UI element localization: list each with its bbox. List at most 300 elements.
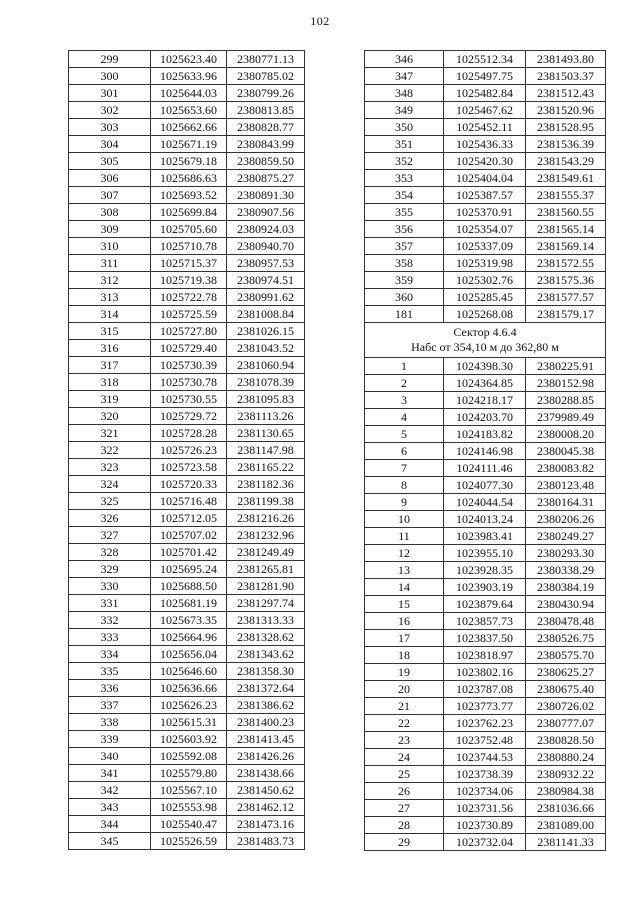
point-number-cell: 319 [69, 391, 151, 408]
x-coordinate-cell: 1024044.54 [444, 494, 526, 511]
point-number-cell: 333 [69, 629, 151, 646]
point-number-cell: 359 [365, 272, 444, 289]
x-coordinate-cell: 1025701.42 [151, 544, 227, 561]
y-coordinate-cell: 2380828.50 [526, 732, 606, 749]
x-coordinate-cell: 1025404.04 [444, 170, 526, 187]
table-row [365, 443, 606, 460]
table-row [365, 630, 606, 647]
x-coordinate-cell: 1024183.82 [444, 426, 526, 443]
x-coordinate-cell: 1025719.38 [151, 272, 227, 289]
y-coordinate-cell: 2380799.26 [227, 85, 305, 102]
y-coordinate-cell: 2380974.51 [227, 272, 305, 289]
y-coordinate-cell: 2381043.52 [227, 340, 305, 357]
x-coordinate-cell: 1025715.37 [151, 255, 227, 272]
point-number-cell: 11 [365, 528, 444, 545]
table-row [365, 51, 606, 68]
table-row [365, 647, 606, 664]
point-number-cell: 181 [365, 306, 444, 323]
point-number-cell: 25 [365, 766, 444, 783]
point-number-cell: 330 [69, 578, 151, 595]
x-coordinate-cell: 1025662.66 [151, 119, 227, 136]
table-row [69, 374, 305, 391]
y-coordinate-cell: 2381565.14 [526, 221, 606, 238]
y-coordinate-cell: 2381462.12 [227, 799, 305, 816]
y-coordinate-cell: 2380083.82 [526, 460, 606, 477]
table-row [365, 255, 606, 272]
x-coordinate-cell: 1025693.52 [151, 187, 227, 204]
point-number-cell: 315 [69, 323, 151, 340]
x-coordinate-cell: 1025623.40 [151, 51, 227, 68]
table-row [69, 765, 305, 782]
point-number-cell: 337 [69, 697, 151, 714]
x-coordinate-cell: 1025656.04 [151, 646, 227, 663]
x-coordinate-cell: 1023731.56 [444, 800, 526, 817]
page-number: 102 [310, 14, 330, 28]
y-coordinate-cell: 2380045.38 [526, 443, 606, 460]
point-number-cell: 16 [365, 613, 444, 630]
point-number-cell: 326 [69, 510, 151, 527]
y-coordinate-cell: 2381493.80 [526, 51, 606, 68]
table-row [69, 510, 305, 527]
x-coordinate-cell: 1025567.10 [151, 782, 227, 799]
point-number-cell: 321 [69, 425, 151, 442]
sector-heading-row [365, 323, 606, 358]
x-coordinate-cell: 1025705.60 [151, 221, 227, 238]
x-coordinate-cell: 1024077.30 [444, 477, 526, 494]
point-number-cell: 306 [69, 170, 151, 187]
y-coordinate-cell: 2380924.03 [227, 221, 305, 238]
y-coordinate-cell: 2380625.27 [526, 664, 606, 681]
point-number-cell: 353 [365, 170, 444, 187]
x-coordinate-cell: 1025592.08 [151, 748, 227, 765]
x-coordinate-cell: 1023752.48 [444, 732, 526, 749]
table-row [69, 629, 305, 646]
y-coordinate-cell: 2381281.90 [227, 578, 305, 595]
y-coordinate-cell: 2381528.95 [526, 119, 606, 136]
x-coordinate-cell: 1025646.60 [151, 663, 227, 680]
x-coordinate-cell: 1023787.08 [444, 681, 526, 698]
table-row [69, 731, 305, 748]
x-coordinate-cell: 1025615.31 [151, 714, 227, 731]
point-number-cell: 299 [69, 51, 151, 68]
table-row [365, 289, 606, 306]
point-number-cell: 343 [69, 799, 151, 816]
table-row [365, 272, 606, 289]
y-coordinate-cell: 2381520.96 [526, 102, 606, 119]
y-coordinate-cell: 2380991.62 [227, 289, 305, 306]
x-coordinate-cell: 1025688.50 [151, 578, 227, 595]
y-coordinate-cell: 2381182.36 [227, 476, 305, 493]
table-row [69, 544, 305, 561]
y-coordinate-cell: 2380875.27 [227, 170, 305, 187]
point-number-cell: 307 [69, 187, 151, 204]
y-coordinate-cell: 2381216.26 [227, 510, 305, 527]
coordinates-table-right-bottom [365, 358, 606, 851]
x-coordinate-cell: 1023802.16 [444, 664, 526, 681]
x-coordinate-cell: 1025710.78 [151, 238, 227, 255]
point-number-cell: 328 [69, 544, 151, 561]
y-coordinate-cell: 2380828.77 [227, 119, 305, 136]
x-coordinate-cell: 1025653.60 [151, 102, 227, 119]
point-number-cell: 10 [365, 511, 444, 528]
y-coordinate-cell: 2381575.36 [526, 272, 606, 289]
sector-title: Сектор 4.6.4 [453, 325, 517, 339]
x-coordinate-cell: 1025730.55 [151, 391, 227, 408]
x-coordinate-cell: 1025268.08 [444, 306, 526, 323]
point-number-cell: 7 [365, 460, 444, 477]
y-coordinate-cell: 2381089.00 [526, 817, 606, 834]
y-coordinate-cell: 2381358.30 [227, 663, 305, 680]
x-coordinate-cell: 1025728.28 [151, 425, 227, 442]
coordinates-table-right [364, 50, 606, 851]
x-coordinate-cell: 1025452.11 [444, 119, 526, 136]
y-coordinate-cell: 2381026.15 [227, 323, 305, 340]
x-coordinate-cell: 1025482.84 [444, 85, 526, 102]
point-number-cell: 15 [365, 596, 444, 613]
x-coordinate-cell: 1025729.72 [151, 408, 227, 425]
point-number-cell: 304 [69, 136, 151, 153]
table-row [69, 340, 305, 357]
y-coordinate-cell: 2380777.07 [526, 715, 606, 732]
table-row [69, 646, 305, 663]
point-number-cell: 313 [69, 289, 151, 306]
point-number-cell: 18 [365, 647, 444, 664]
y-coordinate-cell: 2381473.16 [227, 816, 305, 833]
point-number-cell: 19 [365, 664, 444, 681]
point-number-cell: 12 [365, 545, 444, 562]
y-coordinate-cell: 2381503.37 [526, 68, 606, 85]
table-row [69, 425, 305, 442]
y-coordinate-cell: 2381232.96 [227, 527, 305, 544]
y-coordinate-cell: 2380338.29 [526, 562, 606, 579]
point-number-cell: 329 [69, 561, 151, 578]
x-coordinate-cell: 1025726.23 [151, 442, 227, 459]
x-coordinate-cell: 1023879.64 [444, 596, 526, 613]
y-coordinate-cell: 2380152.98 [526, 375, 606, 392]
x-coordinate-cell: 1024111.46 [444, 460, 526, 477]
y-coordinate-cell: 2381569.14 [526, 238, 606, 255]
point-number-cell: 345 [69, 833, 151, 850]
table-row [69, 799, 305, 816]
x-coordinate-cell: 1025603.92 [151, 731, 227, 748]
table-row [69, 697, 305, 714]
y-coordinate-cell: 2380907.56 [227, 204, 305, 221]
table-row [69, 238, 305, 255]
y-coordinate-cell: 2380225.91 [526, 358, 606, 375]
point-number-cell: 331 [69, 595, 151, 612]
x-coordinate-cell: 1025681.19 [151, 595, 227, 612]
x-coordinate-cell: 1025723.58 [151, 459, 227, 476]
point-number-cell: 334 [69, 646, 151, 663]
table-row [69, 306, 305, 323]
table-row [365, 221, 606, 238]
table-row [69, 748, 305, 765]
y-coordinate-cell: 2381372.64 [227, 680, 305, 697]
table-row [69, 357, 305, 374]
table-row [365, 596, 606, 613]
x-coordinate-cell: 1023730.89 [444, 817, 526, 834]
table-row [365, 766, 606, 783]
table-row [365, 358, 606, 375]
y-coordinate-cell: 2381579.17 [526, 306, 606, 323]
point-number-cell: 310 [69, 238, 151, 255]
point-number-cell: 5 [365, 426, 444, 443]
table-row [365, 664, 606, 681]
x-coordinate-cell: 1025725.59 [151, 306, 227, 323]
y-coordinate-cell: 2381512.43 [526, 85, 606, 102]
x-coordinate-cell: 1025695.24 [151, 561, 227, 578]
point-number-cell: 338 [69, 714, 151, 731]
y-coordinate-cell: 2381555.37 [526, 187, 606, 204]
point-number-cell: 2 [365, 375, 444, 392]
y-coordinate-cell: 2380008.20 [526, 426, 606, 443]
x-coordinate-cell: 1023732.04 [444, 834, 526, 851]
point-number-cell: 303 [69, 119, 151, 136]
x-coordinate-cell: 1025436.33 [444, 136, 526, 153]
y-coordinate-cell: 2380726.02 [526, 698, 606, 715]
x-coordinate-cell: 1025686.63 [151, 170, 227, 187]
x-coordinate-cell: 1023903.19 [444, 579, 526, 596]
point-number-cell: 340 [69, 748, 151, 765]
y-coordinate-cell: 2381060.94 [227, 357, 305, 374]
point-number-cell: 21 [365, 698, 444, 715]
x-coordinate-cell: 1024398.30 [444, 358, 526, 375]
point-number-cell: 314 [69, 306, 151, 323]
y-coordinate-cell: 2381543.29 [526, 153, 606, 170]
table-row [365, 136, 606, 153]
y-coordinate-cell: 2381450.62 [227, 782, 305, 799]
point-number-cell: 22 [365, 715, 444, 732]
table-row [365, 204, 606, 221]
point-number-cell: 346 [365, 51, 444, 68]
y-coordinate-cell: 2380859.50 [227, 153, 305, 170]
y-coordinate-cell: 2380526.75 [526, 630, 606, 647]
point-number-cell: 360 [365, 289, 444, 306]
table-row [69, 578, 305, 595]
x-coordinate-cell: 1025302.76 [444, 272, 526, 289]
point-number-cell: 23 [365, 732, 444, 749]
point-number-cell: 352 [365, 153, 444, 170]
y-coordinate-cell: 2381113.26 [227, 408, 305, 425]
point-number-cell: 342 [69, 782, 151, 799]
y-coordinate-cell: 2381095.83 [227, 391, 305, 408]
y-coordinate-cell: 2381265.81 [227, 561, 305, 578]
x-coordinate-cell: 1025285.45 [444, 289, 526, 306]
point-number-cell: 26 [365, 783, 444, 800]
point-number-cell: 347 [365, 68, 444, 85]
table-row [365, 306, 606, 323]
y-coordinate-cell: 2380957.53 [227, 255, 305, 272]
point-number-cell: 350 [365, 119, 444, 136]
table-row [365, 749, 606, 766]
y-coordinate-cell: 2380843.99 [227, 136, 305, 153]
x-coordinate-cell: 1025467.62 [444, 102, 526, 119]
y-coordinate-cell: 2380575.70 [526, 647, 606, 664]
x-coordinate-cell: 1025337.09 [444, 238, 526, 255]
y-coordinate-cell: 2381008.84 [227, 306, 305, 323]
table-row [69, 595, 305, 612]
y-coordinate-cell: 2380206.26 [526, 511, 606, 528]
y-coordinate-cell: 2381165.22 [227, 459, 305, 476]
table-row [69, 680, 305, 697]
table-row [365, 817, 606, 834]
table-row [365, 715, 606, 732]
table-row [365, 392, 606, 409]
point-number-cell: 20 [365, 681, 444, 698]
x-coordinate-cell: 1025729.40 [151, 340, 227, 357]
table-row [365, 494, 606, 511]
table-row [69, 782, 305, 799]
y-coordinate-cell: 2381147.98 [227, 442, 305, 459]
table-row [365, 119, 606, 136]
x-coordinate-cell: 1023818.97 [444, 647, 526, 664]
point-number-cell: 309 [69, 221, 151, 238]
x-coordinate-cell: 1025673.35 [151, 612, 227, 629]
table-row [365, 528, 606, 545]
y-coordinate-cell: 2381438.66 [227, 765, 305, 782]
table-row [365, 85, 606, 102]
table-row [69, 272, 305, 289]
table-row [69, 833, 305, 850]
x-coordinate-cell: 1025727.80 [151, 323, 227, 340]
y-coordinate-cell: 2381343.62 [227, 646, 305, 663]
table-row [365, 562, 606, 579]
point-number-cell: 24 [365, 749, 444, 766]
sector-subtitle: Набс от 354,10 м до 362,80 м [411, 340, 559, 354]
y-coordinate-cell: 2380940.70 [227, 238, 305, 255]
point-number-cell: 9 [365, 494, 444, 511]
x-coordinate-cell: 1025712.05 [151, 510, 227, 527]
point-number-cell: 29 [365, 834, 444, 851]
table-row [365, 460, 606, 477]
point-number-cell: 301 [69, 85, 151, 102]
point-number-cell: 320 [69, 408, 151, 425]
point-number-cell: 324 [69, 476, 151, 493]
y-coordinate-cell: 2379989.49 [526, 409, 606, 426]
table-row [365, 783, 606, 800]
x-coordinate-cell: 1025420.30 [444, 153, 526, 170]
table-row [365, 800, 606, 817]
point-number-cell: 322 [69, 442, 151, 459]
table-row [69, 255, 305, 272]
point-number-cell: 348 [365, 85, 444, 102]
table-row [365, 375, 606, 392]
point-number-cell: 336 [69, 680, 151, 697]
coordinates-table-left [68, 50, 305, 850]
x-coordinate-cell: 1025720.33 [151, 476, 227, 493]
x-coordinate-cell: 1023857.73 [444, 613, 526, 630]
point-number-cell: 308 [69, 204, 151, 221]
point-number-cell: 339 [69, 731, 151, 748]
y-coordinate-cell: 2380293.30 [526, 545, 606, 562]
table-row [365, 732, 606, 749]
y-coordinate-cell: 2381141.33 [526, 834, 606, 851]
x-coordinate-cell: 1025319.98 [444, 255, 526, 272]
table-row [69, 527, 305, 544]
x-coordinate-cell: 1025497.75 [444, 68, 526, 85]
x-coordinate-cell: 1023762.23 [444, 715, 526, 732]
table-row [365, 613, 606, 630]
table-row [365, 545, 606, 562]
table-row [69, 323, 305, 340]
table-row [69, 816, 305, 833]
point-number-cell: 327 [69, 527, 151, 544]
y-coordinate-cell: 2381328.62 [227, 629, 305, 646]
x-coordinate-cell: 1025722.78 [151, 289, 227, 306]
table-row [69, 221, 305, 238]
y-coordinate-cell: 2381078.39 [227, 374, 305, 391]
x-coordinate-cell: 1025633.96 [151, 68, 227, 85]
point-number-cell: 355 [365, 204, 444, 221]
point-number-cell: 357 [365, 238, 444, 255]
point-number-cell: 312 [69, 272, 151, 289]
y-coordinate-cell: 2381199.38 [227, 493, 305, 510]
coordinates-table-left-body [69, 51, 305, 850]
table-row [69, 204, 305, 221]
point-number-cell: 3 [365, 392, 444, 409]
table-row [69, 612, 305, 629]
x-coordinate-cell: 1024203.70 [444, 409, 526, 426]
x-coordinate-cell: 1025644.03 [151, 85, 227, 102]
x-coordinate-cell: 1025636.66 [151, 680, 227, 697]
table-row [365, 426, 606, 443]
table-row [365, 238, 606, 255]
y-coordinate-cell: 2381249.49 [227, 544, 305, 561]
x-coordinate-cell: 1025387.57 [444, 187, 526, 204]
point-number-cell: 341 [69, 765, 151, 782]
table-row [69, 170, 305, 187]
x-coordinate-cell: 1025370.91 [444, 204, 526, 221]
y-coordinate-cell: 2381572.55 [526, 255, 606, 272]
x-coordinate-cell: 1025730.78 [151, 374, 227, 391]
point-number-cell: 13 [365, 562, 444, 579]
table-row [69, 714, 305, 731]
table-row [365, 579, 606, 596]
table-row [69, 119, 305, 136]
y-coordinate-cell: 2381386.62 [227, 697, 305, 714]
table-row [69, 68, 305, 85]
table-row [69, 391, 305, 408]
y-coordinate-cell: 2381549.61 [526, 170, 606, 187]
x-coordinate-cell: 1024013.24 [444, 511, 526, 528]
y-coordinate-cell: 2381426.26 [227, 748, 305, 765]
x-coordinate-cell: 1025699.84 [151, 204, 227, 221]
table-row [69, 408, 305, 425]
table-row [69, 51, 305, 68]
y-coordinate-cell: 2380880.24 [526, 749, 606, 766]
point-number-cell: 27 [365, 800, 444, 817]
y-coordinate-cell: 2381536.39 [526, 136, 606, 153]
x-coordinate-cell: 1023955.10 [444, 545, 526, 562]
table-row [69, 561, 305, 578]
table-row [365, 187, 606, 204]
x-coordinate-cell: 1025579.80 [151, 765, 227, 782]
sector-heading-section [365, 323, 606, 358]
point-number-cell: 323 [69, 459, 151, 476]
y-coordinate-cell: 2380675.40 [526, 681, 606, 698]
table-row [69, 102, 305, 119]
x-coordinate-cell: 1025707.02 [151, 527, 227, 544]
y-coordinate-cell: 2381130.65 [227, 425, 305, 442]
y-coordinate-cell: 2381400.23 [227, 714, 305, 731]
point-number-cell: 356 [365, 221, 444, 238]
point-number-cell: 332 [69, 612, 151, 629]
x-coordinate-cell: 1025354.07 [444, 221, 526, 238]
x-coordinate-cell: 1024218.17 [444, 392, 526, 409]
table-row [69, 459, 305, 476]
table-row [365, 153, 606, 170]
y-coordinate-cell: 2381297.74 [227, 595, 305, 612]
